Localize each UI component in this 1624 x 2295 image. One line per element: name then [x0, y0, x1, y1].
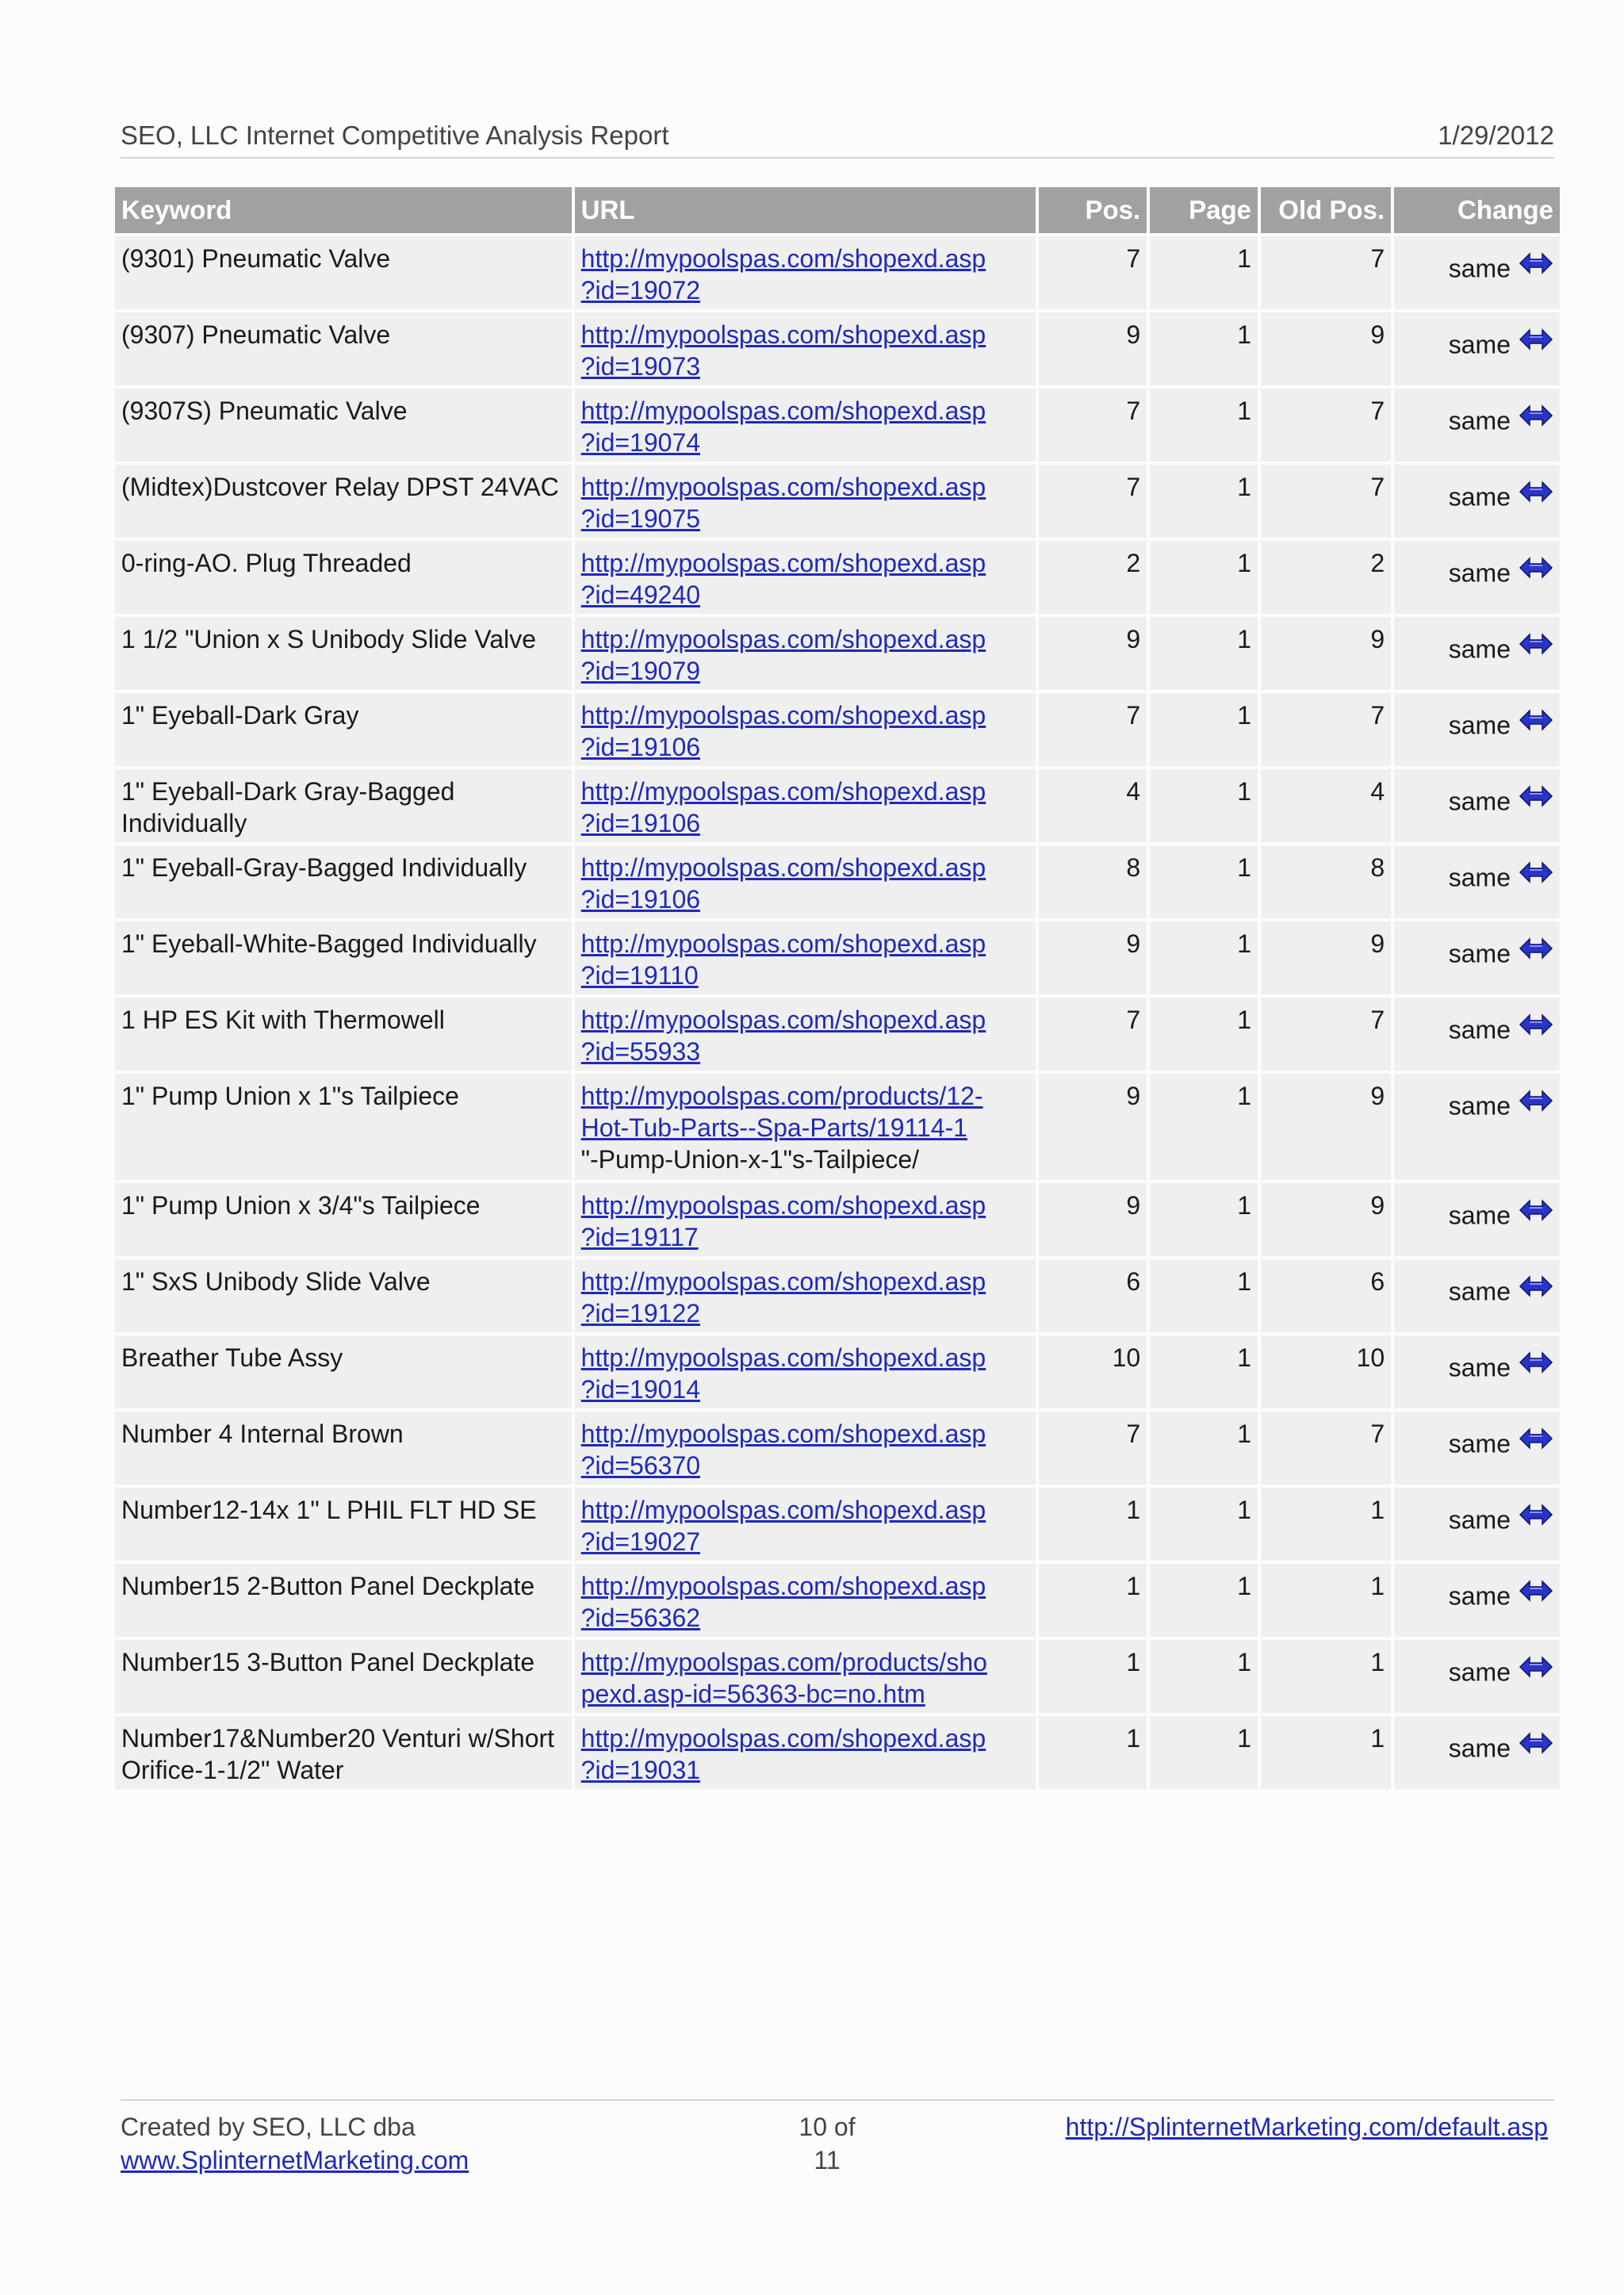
left-right-arrow-icon: [1519, 707, 1553, 739]
url-cell: [575, 845, 1036, 921]
page-cell: 1: [1150, 693, 1258, 769]
url-cell: [575, 236, 1036, 312]
url-line: Hot-Tub-Parts--Spa-Parts/19114-1: [580, 1113, 967, 1142]
left-right-arrow-icon: [1519, 1730, 1553, 1762]
left-right-arrow-icon: [1519, 1502, 1553, 1534]
url-line: ?id=19075: [580, 504, 701, 533]
change-label: same: [1448, 254, 1511, 283]
url-line: http://mypoolspas.com/shopexd.asp: [580, 1496, 986, 1524]
url-line: http://mypoolspas.com/shopexd.asp: [580, 1724, 986, 1753]
url-line: http://mypoolspas.com/shopexd.asp: [580, 1191, 986, 1220]
change-cell: [1394, 465, 1560, 541]
change-cell: [1394, 617, 1560, 693]
url-link[interactable]: [581, 1082, 983, 1142]
change-label: same: [1448, 1015, 1511, 1044]
url-line: http://mypoolspas.com/shopexd.asp: [580, 1343, 986, 1372]
change-label: same: [1448, 406, 1511, 435]
old-pos-cell: 2: [1261, 541, 1391, 617]
page-cell: 1: [1150, 845, 1258, 921]
url-cell: [575, 1564, 1036, 1640]
old-pos-cell: 7: [1261, 389, 1391, 465]
url-line: http://mypoolspas.com/products/sho: [580, 1648, 987, 1676]
url-line: http://mypoolspas.com/products/12-: [580, 1082, 983, 1110]
url-cell: [575, 312, 1036, 389]
url-line: ?id=19106: [580, 733, 701, 761]
page-cell: 1: [1150, 541, 1258, 617]
change-label: same: [1448, 482, 1511, 511]
url-link[interactable]: [581, 1343, 986, 1404]
col-header-change: Change: [1394, 187, 1560, 236]
url-cell: [575, 1335, 1036, 1412]
old-pos-cell: 4: [1261, 769, 1391, 845]
footer-credit: [121, 2110, 469, 2177]
table-row: [115, 389, 1560, 465]
change-cell: [1394, 236, 1560, 312]
table-row: [115, 1183, 1560, 1259]
page-cell: 1: [1150, 236, 1258, 312]
pos-cell: 7: [1039, 998, 1147, 1074]
page-cell: 1: [1150, 1716, 1258, 1792]
left-right-arrow-icon: [1519, 1012, 1553, 1044]
left-right-arrow-icon: [1519, 479, 1553, 511]
table-row: [115, 769, 1560, 845]
keyword-cell: Number15 2-Button Panel Deckplate: [115, 1564, 572, 1640]
url-line: ?id=19031: [580, 1756, 701, 1784]
change-cell: [1394, 1488, 1560, 1564]
url-cell: [575, 693, 1036, 769]
table-row: [115, 998, 1560, 1074]
url-line: ?id=19074: [580, 428, 701, 457]
change-cell: [1394, 1564, 1560, 1640]
page-cell: 1: [1150, 617, 1258, 693]
url-link[interactable]: [581, 701, 986, 761]
old-pos-cell: 1: [1261, 1564, 1391, 1640]
old-pos-cell: 1: [1261, 1716, 1391, 1792]
left-right-arrow-icon: [1519, 1274, 1553, 1305]
table-row: [115, 312, 1560, 389]
report-footer: [121, 2099, 1554, 2188]
url-line: ?id=55933: [580, 1037, 701, 1066]
pos-cell: 9: [1039, 921, 1147, 998]
left-right-arrow-icon: [1519, 936, 1553, 967]
url-link[interactable]: [581, 1267, 986, 1328]
change-cell: [1394, 1074, 1560, 1183]
keyword-cell: 1" Pump Union x 1"s Tailpiece: [115, 1074, 572, 1183]
keyword-cell: (Midtex)Dustcover Relay DPST 24VAC: [115, 465, 572, 541]
change-cell: [1394, 998, 1560, 1074]
url-cell: [575, 389, 1036, 465]
left-right-arrow-icon: [1519, 784, 1553, 815]
change-cell: [1394, 1640, 1560, 1716]
change-label: same: [1448, 634, 1511, 664]
keyword-cell: (9301) Pneumatic Valve: [115, 236, 572, 312]
url-line: http://mypoolspas.com/shopexd.asp: [580, 397, 986, 425]
url-line: ?id=19106: [580, 809, 701, 837]
keyword-cell: 1 1/2 "Union x S Unibody Slide Valve: [115, 617, 572, 693]
url-link[interactable]: [581, 929, 986, 990]
page-cell: 1: [1150, 1640, 1258, 1716]
url-cell: [575, 1259, 1036, 1335]
old-pos-cell: 1: [1261, 1640, 1391, 1716]
url-link[interactable]: [581, 473, 986, 533]
keyword-cell: 1" Eyeball-Dark Gray: [115, 693, 572, 769]
change-label: same: [1448, 1091, 1511, 1121]
url-link[interactable]: [581, 1191, 986, 1251]
change-label: same: [1448, 711, 1511, 740]
url-link[interactable]: [581, 244, 986, 305]
url-cell: [575, 1488, 1036, 1564]
table-row: [115, 1640, 1560, 1716]
url-link[interactable]: [581, 1496, 986, 1556]
old-pos-cell: 7: [1261, 998, 1391, 1074]
report-header: [121, 117, 1554, 159]
change-cell: [1394, 389, 1560, 465]
change-label: same: [1448, 1353, 1511, 1382]
url-line: http://mypoolspas.com/shopexd.asp: [580, 1420, 986, 1448]
page-cell: 1: [1150, 769, 1258, 845]
url-link[interactable]: [581, 777, 986, 837]
page-cell: 1: [1150, 1488, 1258, 1564]
page-cell: 1: [1150, 1183, 1258, 1259]
page-cell: 1: [1150, 312, 1258, 389]
footer-default-link[interactable]: http://SplinternetMarketing.com/default.asp: [1065, 2113, 1548, 2141]
table-row: [115, 617, 1560, 693]
url-line: ?id=19072: [580, 276, 701, 305]
url-cell: [575, 1640, 1036, 1716]
left-right-arrow-icon: [1519, 860, 1553, 891]
old-pos-cell: 1: [1261, 1488, 1391, 1564]
change-cell: [1394, 845, 1560, 921]
change-label: same: [1448, 1505, 1511, 1534]
change-label: same: [1448, 1429, 1511, 1458]
table-row: [115, 845, 1560, 921]
col-header-pos: Pos.: [1039, 187, 1147, 236]
url-link[interactable]: [581, 320, 986, 381]
table-header-row: [115, 187, 1560, 236]
url-cell: [575, 465, 1036, 541]
left-right-arrow-icon: [1519, 251, 1553, 282]
pos-cell: 7: [1039, 389, 1147, 465]
pos-cell: 7: [1039, 236, 1147, 312]
table-row: [115, 693, 1560, 769]
table-row: [115, 236, 1560, 312]
url-link[interactable]: [581, 853, 986, 914]
url-line: http://mypoolspas.com/shopexd.asp: [580, 777, 986, 806]
url-cell: [575, 1716, 1036, 1792]
old-pos-cell: 9: [1261, 312, 1391, 389]
page-cell: 1: [1150, 389, 1258, 465]
keyword-cell: Number15 3-Button Panel Deckplate: [115, 1640, 572, 1716]
change-cell: [1394, 769, 1560, 845]
old-pos-cell: 9: [1261, 1074, 1391, 1183]
change-cell: [1394, 1335, 1560, 1412]
url-line: ?id=19073: [580, 352, 701, 381]
url-line-plain: "-Pump-Union-x-1"s-Tailpiece/: [580, 1145, 920, 1174]
footer-site-link[interactable]: www.SplinternetMarketing.com: [121, 2146, 469, 2174]
url-line: http://mypoolspas.com/shopexd.asp: [580, 549, 986, 577]
url-line: ?id=56362: [580, 1603, 701, 1632]
pos-cell: 9: [1039, 1183, 1147, 1259]
left-right-arrow-icon: [1519, 1654, 1553, 1686]
page-cell: 1: [1150, 921, 1258, 998]
table-row: [115, 1259, 1560, 1335]
table-row: [115, 1074, 1560, 1183]
pos-cell: 7: [1039, 693, 1147, 769]
change-cell: [1394, 1412, 1560, 1488]
table-row: [115, 1412, 1560, 1488]
url-line: http://mypoolspas.com/shopexd.asp: [580, 320, 986, 349]
page-cell: 1: [1150, 998, 1258, 1074]
report-date: 1/29/2012: [1438, 121, 1554, 150]
url-cell: [575, 1412, 1036, 1488]
change-label: same: [1448, 1201, 1511, 1230]
pos-cell: 1: [1039, 1640, 1147, 1716]
old-pos-cell: 9: [1261, 921, 1391, 998]
change-label: same: [1448, 1581, 1511, 1611]
url-line: ?id=49240: [580, 580, 701, 609]
change-cell: [1394, 541, 1560, 617]
ranking-table: [112, 187, 1563, 1792]
url-link[interactable]: [581, 397, 986, 457]
url-cell: [575, 921, 1036, 998]
page-number-total: 11: [814, 2146, 841, 2174]
table-row: [115, 465, 1560, 541]
url-line: ?id=19106: [580, 885, 701, 914]
pos-cell: 2: [1039, 541, 1147, 617]
col-header-url: URL: [575, 187, 1036, 236]
url-line: ?id=19014: [580, 1375, 701, 1404]
page-cell: 1: [1150, 1564, 1258, 1640]
table-row: [115, 1716, 1560, 1792]
change-label: same: [1448, 330, 1511, 359]
old-pos-cell: 9: [1261, 1183, 1391, 1259]
change-label: same: [1448, 1734, 1511, 1763]
change-label: same: [1448, 558, 1511, 588]
left-right-arrow-icon: [1519, 327, 1553, 358]
pos-cell: 10: [1039, 1335, 1147, 1412]
old-pos-cell: 7: [1261, 1412, 1391, 1488]
url-cell: [575, 617, 1036, 693]
old-pos-cell: 7: [1261, 465, 1391, 541]
left-right-arrow-icon: [1519, 1426, 1553, 1458]
keyword-cell: 1" Eyeball-Gray-Bagged Individually: [115, 845, 572, 921]
page-cell: 1: [1150, 1335, 1258, 1412]
change-label: same: [1448, 939, 1511, 968]
url-link[interactable]: [581, 625, 986, 685]
pos-cell: 4: [1039, 769, 1147, 845]
pos-cell: 9: [1039, 1074, 1147, 1183]
col-header-page: Page: [1150, 187, 1258, 236]
url-line: http://mypoolspas.com/shopexd.asp: [580, 1006, 986, 1034]
url-link[interactable]: [581, 1006, 986, 1066]
keyword-cell: Number12-14x 1" L PHIL FLT HD SE: [115, 1488, 572, 1564]
old-pos-cell: 7: [1261, 693, 1391, 769]
change-label: same: [1448, 863, 1511, 892]
left-right-arrow-icon: [1519, 555, 1553, 587]
url-cell: [575, 1074, 1036, 1183]
pos-cell: 9: [1039, 617, 1147, 693]
old-pos-cell: 6: [1261, 1259, 1391, 1335]
url-line: http://mypoolspas.com/shopexd.asp: [580, 244, 986, 273]
keyword-cell: (9307) Pneumatic Valve: [115, 312, 572, 389]
url-cell: [575, 1183, 1036, 1259]
left-right-arrow-icon: [1519, 1197, 1553, 1229]
pos-cell: 1: [1039, 1564, 1147, 1640]
keyword-cell: 1 HP ES Kit with Thermowell: [115, 998, 572, 1074]
url-line: ?id=19110: [580, 961, 699, 990]
table-row: [115, 921, 1560, 998]
pos-cell: 1: [1039, 1488, 1147, 1564]
keyword-cell: 1" Pump Union x 3/4"s Tailpiece: [115, 1183, 572, 1259]
left-right-arrow-icon: [1519, 1350, 1553, 1381]
keyword-cell: 1" Eyeball-Dark Gray-Bagged Individually: [115, 769, 572, 845]
left-right-arrow-icon: [1519, 403, 1553, 435]
keyword-cell: Number17&Number20 Venturi w/Short Orifice-1-1/2" Water: [115, 1716, 572, 1792]
change-label: same: [1448, 1277, 1511, 1306]
change-cell: [1394, 1259, 1560, 1335]
table-row: [115, 1488, 1560, 1564]
change-label: same: [1448, 787, 1511, 816]
keyword-cell: (9307S) Pneumatic Valve: [115, 389, 572, 465]
url-link[interactable]: [581, 1724, 986, 1784]
col-header-keyword: Keyword: [115, 187, 572, 236]
url-line: ?id=19117: [580, 1223, 699, 1251]
url-link[interactable]: [581, 1420, 986, 1480]
change-cell: [1394, 312, 1560, 389]
url-line: ?id=19079: [580, 657, 701, 685]
keyword-cell: 1" Eyeball-White-Bagged Individually: [115, 921, 572, 998]
page-cell: 1: [1150, 1412, 1258, 1488]
url-line: ?id=56370: [580, 1451, 701, 1480]
pos-cell: 7: [1039, 1412, 1147, 1488]
url-link[interactable]: [581, 1648, 987, 1708]
pos-cell: 8: [1039, 845, 1147, 921]
url-line: http://mypoolspas.com/shopexd.asp: [580, 1267, 986, 1296]
url-line: ?id=19122: [580, 1299, 701, 1328]
footer-created-by: Created by SEO, LLC dba: [121, 2113, 416, 2141]
left-right-arrow-icon: [1519, 1578, 1553, 1610]
url-cell: [575, 541, 1036, 617]
pos-cell: 7: [1039, 465, 1147, 541]
pos-cell: 1: [1039, 1716, 1147, 1792]
url-line: http://mypoolspas.com/shopexd.asp: [580, 473, 986, 501]
page-cell: 1: [1150, 465, 1258, 541]
table-row: [115, 541, 1560, 617]
keyword-cell: 0-ring-AO. Plug Threaded: [115, 541, 572, 617]
col-header-old-pos: Old Pos.: [1261, 187, 1391, 236]
change-cell: [1394, 1183, 1560, 1259]
page-number: [791, 2110, 863, 2177]
table-row: [115, 1564, 1560, 1640]
page-cell: 1: [1150, 1259, 1258, 1335]
report-title: SEO, LLC Internet Competitive Analysis Report: [121, 121, 669, 150]
pos-cell: 9: [1039, 312, 1147, 389]
page-number-label: 10 of: [799, 2113, 856, 2141]
pos-cell: 6: [1039, 1259, 1147, 1335]
keyword-cell: Number 4 Internal Brown: [115, 1412, 572, 1488]
change-cell: [1394, 693, 1560, 769]
old-pos-cell: 7: [1261, 236, 1391, 312]
url-cell: [575, 769, 1036, 845]
old-pos-cell: 10: [1261, 1335, 1391, 1412]
footer-right: [1066, 2110, 1548, 2144]
old-pos-cell: 8: [1261, 845, 1391, 921]
url-cell: [575, 998, 1036, 1074]
keyword-cell: 1" SxS Unibody Slide Valve: [115, 1259, 572, 1335]
url-line: http://mypoolspas.com/shopexd.asp: [580, 929, 986, 958]
url-line: http://mypoolspas.com/shopexd.asp: [580, 853, 986, 882]
change-label: same: [1448, 1657, 1511, 1687]
keyword-cell: Breather Tube Assy: [115, 1335, 572, 1412]
page-cell: 1: [1150, 1074, 1258, 1183]
old-pos-cell: 9: [1261, 617, 1391, 693]
left-right-arrow-icon: [1519, 1088, 1553, 1120]
change-cell: [1394, 921, 1560, 998]
left-right-arrow-icon: [1519, 631, 1553, 663]
url-line: pexd.asp-id=56363-bc=no.htm: [580, 1680, 925, 1708]
change-cell: [1394, 1716, 1560, 1792]
url-link[interactable]: [581, 549, 986, 609]
url-link[interactable]: [581, 1572, 986, 1632]
url-line: ?id=19027: [580, 1527, 701, 1556]
table-row: [115, 1335, 1560, 1412]
url-line: http://mypoolspas.com/shopexd.asp: [580, 625, 986, 653]
url-line: http://mypoolspas.com/shopexd.asp: [580, 701, 986, 730]
url-line: http://mypoolspas.com/shopexd.asp: [580, 1572, 986, 1600]
